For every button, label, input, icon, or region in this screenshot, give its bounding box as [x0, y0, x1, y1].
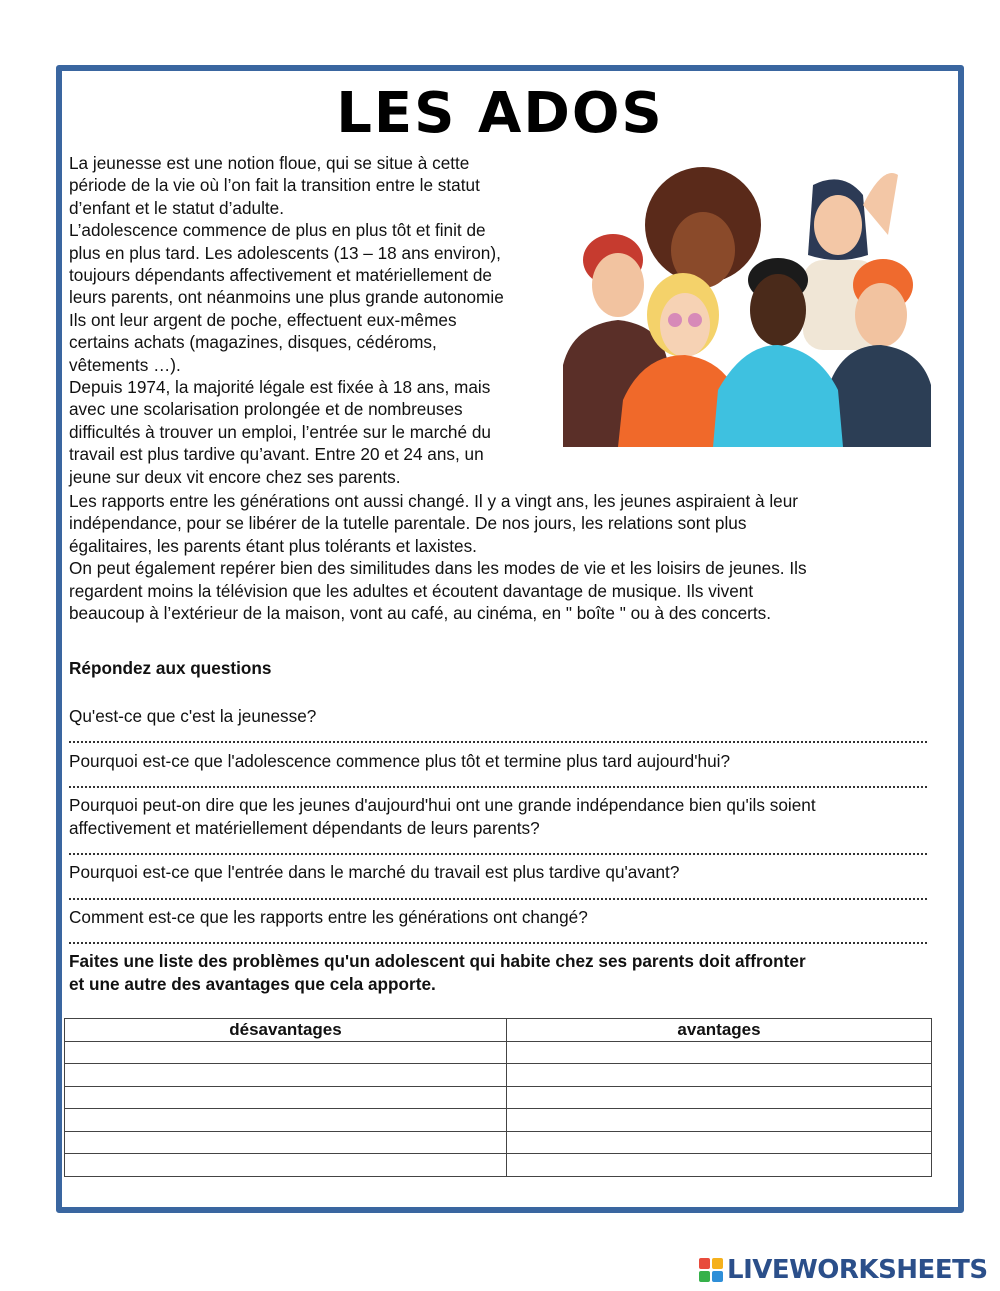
disadvantage-cell[interactable] — [65, 1154, 507, 1177]
text-line: L’adolescence commence de plus en plus tôt et finit de — [69, 220, 486, 241]
table-row — [65, 1154, 932, 1177]
answer-line-3[interactable] — [69, 853, 927, 855]
logo-block — [699, 1271, 710, 1282]
text-line: On peut également repérer bien des similitudes dans les modes de vie et les loisirs de jeunes. Ils — [69, 558, 807, 579]
text-line: d’enfant et le statut d’adulte. — [69, 197, 284, 218]
question-3: Pourquoi peut-on dire que les jeunes d'aujourd'hui ont une grande indépendance bien qu'ils soient — [69, 795, 816, 815]
text-line: indépendance, pour se libérer de la tutelle parentale. De nos jours, les relations sont plus — [69, 513, 747, 534]
logo-icon — [699, 1258, 723, 1282]
face-shape — [660, 293, 710, 357]
question-1: Qu'est-ce que c'est la jeunesse? — [69, 706, 317, 726]
text-line: période de la vie où l’on fait la transition entre le statut — [69, 175, 480, 196]
question-3-continued: affectivement et matériellement dépendants de leurs parents? — [69, 818, 540, 838]
disadvantage-cell[interactable] — [65, 1131, 507, 1154]
disadvantage-cell[interactable] — [65, 1064, 507, 1087]
table-row — [65, 1109, 932, 1132]
list-task-instruction — [69, 950, 949, 996]
face-shape — [814, 195, 862, 255]
pros-cons-table — [64, 1018, 932, 1177]
text-line: difficultés à trouver un emploi, l’entrée sur le marché du — [69, 421, 491, 442]
text-line: leurs parents, ont néanmoins une plus grande autonomie — [69, 287, 504, 308]
question-2: Pourquoi est-ce que l'adolescence commence plus tôt et termine plus tard aujourd'hui? — [69, 751, 731, 771]
text-line: jeune sur deux vit encore chez ses parents. — [69, 466, 401, 487]
face-shape — [750, 274, 806, 346]
text-line: Ils ont leur argent de poche, effectuent eux-mêmes — [69, 309, 457, 330]
text-line: Les rapports entre les générations ont aussi changé. Il y a vingt ans, les jeunes aspiraient à leur — [69, 491, 798, 511]
table-header-row — [65, 1019, 932, 1042]
liveworksheets-logo[interactable] — [699, 1255, 988, 1285]
text-line: égalitaires, les parents étant plus tolérants et laxistes. — [69, 535, 477, 556]
text-line: Depuis 1974, la majorité légale est fixée à 18 ans, mais — [69, 377, 491, 398]
text-line: toujours dépendants affectivement et matériellement de — [69, 265, 492, 286]
disadvantage-cell[interactable] — [65, 1041, 507, 1064]
text-line: vêtements …). — [69, 354, 181, 375]
advantage-cell[interactable] — [507, 1041, 932, 1064]
text-line: beaucoup à l’extérieur de la maison, vont au café, au cinéma, en " boîte " ou à des concerts. — [69, 603, 772, 624]
logo-block — [712, 1258, 723, 1269]
text-line: plus en plus tard. Les adolescents (13 – 18 ans environ), — [69, 242, 501, 263]
text-line: La jeunesse est une notion floue, qui se situe à cette — [69, 153, 470, 173]
column-header-disadvantages: désavantages — [65, 1019, 507, 1042]
face-shape — [592, 253, 644, 317]
disadvantage-cell[interactable] — [65, 1086, 507, 1109]
advantage-cell[interactable] — [507, 1109, 932, 1132]
advantage-cell[interactable] — [507, 1086, 932, 1109]
task-line: Faites une liste des problèmes qu'un adolescent qui habite chez ses parents doit affronter — [69, 951, 806, 971]
logo-text: LIVEWORKSHEETS — [727, 1255, 988, 1285]
shirt-shape — [713, 345, 843, 447]
table-row — [65, 1086, 932, 1109]
questions-heading: Répondez aux questions — [69, 658, 272, 678]
answer-line-1[interactable] — [69, 741, 927, 743]
reading-text-bottom — [69, 490, 949, 624]
question-4: Pourquoi est-ce que l'entrée dans le marché du travail est plus tardive qu'avant? — [69, 862, 680, 882]
logo-block — [699, 1258, 710, 1269]
advantage-cell[interactable] — [507, 1131, 932, 1154]
disadvantage-cell[interactable] — [65, 1109, 507, 1132]
table-row — [65, 1064, 932, 1087]
advantage-cell[interactable] — [507, 1064, 932, 1087]
answer-line-2[interactable] — [69, 786, 927, 788]
answer-line-4[interactable] — [69, 898, 927, 900]
answer-line-5[interactable] — [69, 942, 927, 944]
column-header-advantages: avantages — [507, 1019, 932, 1042]
table-row — [65, 1041, 932, 1064]
text-line: avec une scolarisation prolongée et de nombreuses — [69, 399, 463, 420]
page-title: LES ADOS — [336, 81, 664, 146]
reading-text-top — [69, 152, 569, 488]
waving-hand-shape — [863, 173, 898, 235]
shirt-shape — [828, 345, 931, 447]
table-row — [65, 1131, 932, 1154]
glasses-shape — [668, 313, 682, 327]
task-line: et une autre des avantages que cela apporte. — [69, 974, 436, 994]
text-line: certains achats (magazines, disques, cédéroms, — [69, 332, 437, 353]
advantage-cell[interactable] — [507, 1154, 932, 1177]
glasses-shape — [688, 313, 702, 327]
logo-block — [712, 1271, 723, 1282]
teenagers-illustration — [563, 165, 931, 447]
face-shape — [855, 283, 907, 347]
question-5: Comment est-ce que les rapports entre les générations ont changé? — [69, 907, 588, 927]
text-line: travail est plus tardive qu’avant. Entre 20 et 24 ans, un — [69, 444, 484, 465]
text-line: regardent moins la télévision que les adultes et écoutent davantage de musique. Ils vivent — [69, 580, 754, 601]
